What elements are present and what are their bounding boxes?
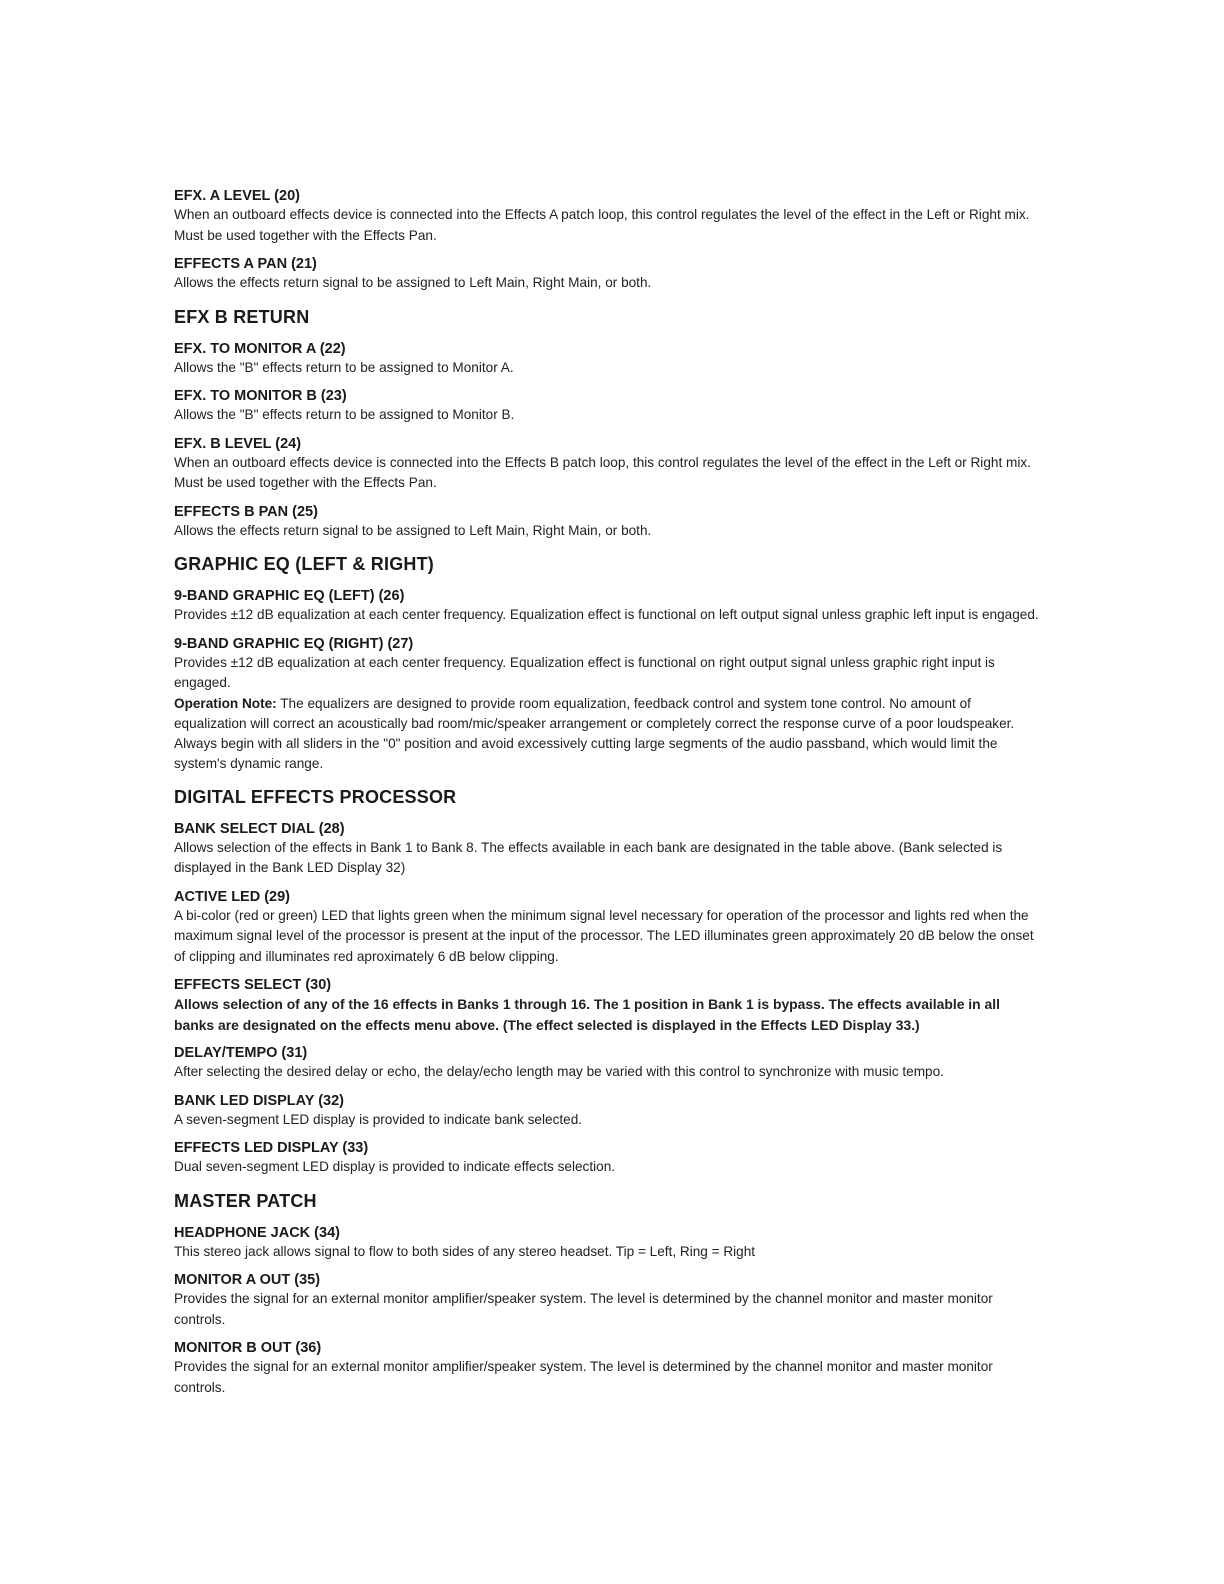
entry-monitor-b-out: [174, 1339, 1040, 1398]
manual-page: [174, 187, 1040, 1407]
entry-title: 9-BAND GRAPHIC EQ (RIGHT) (27): [174, 635, 414, 652]
entry-bank-select-dial: [174, 820, 1040, 879]
entry-title: 9-BAND GRAPHIC EQ (LEFT) (26): [174, 588, 405, 604]
entry-headphone-jack: [174, 1224, 1040, 1263]
section-title-digital-effects-processor: DIGITAL EFFECTS PROCESSOR: [174, 786, 457, 807]
entry-active-led: [174, 888, 1040, 968]
entry-body: A bi-color (red or green) LED that lights green when the minimum signal level necessary for operation of the processor and lights red when the maximum signal level of the processor is present at the input of the processor. The LED illuminates green approximately 20 dB below the onset of clipping and illuminates red aproximately 6 dB below clipping.: [174, 907, 1034, 964]
entry-title: EFFECTS B PAN (25): [174, 503, 318, 520]
entry-body: Provides the signal for an external monitor amplifier/speaker system. The level is determined by the channel monitor and master monitor controls.: [174, 1359, 993, 1395]
section-title-efx-b-return: EFX B RETURN: [174, 306, 310, 327]
entry-title: EFFECTS LED DISPLAY (33): [174, 1140, 369, 1156]
entry-efx-a-level: [174, 187, 1040, 246]
entry-title: MONITOR B OUT (36): [174, 1340, 322, 1356]
entry-title: EFX. A LEVEL (20): [174, 188, 300, 204]
entry-body: After selecting the desired delay or echo, the delay/echo length may be varied with this control to synchronize with music tempo.: [174, 1064, 944, 1079]
entry-title: EFX. TO MONITOR A (22): [174, 340, 346, 357]
entry-title: EFFECTS SELECT (30): [174, 977, 332, 993]
entry-body: Allows the effects return signal to be assigned to Left Main, Right Main, or both.: [174, 275, 652, 290]
entry-title: BANK LED DISPLAY (32): [174, 1092, 345, 1109]
entry-graphic-eq-right: [174, 635, 1040, 694]
section-title-graphic-eq: GRAPHIC EQ (LEFT & RIGHT): [174, 554, 434, 574]
entry-title: HEADPHONE JACK (34): [174, 1224, 340, 1241]
entry-body: When an outboard effects device is connected into the Effects B patch loop, this control regulates the level of the effect in the Left or Right mix. Must be used together with the Effects Pan.: [174, 454, 1031, 490]
entry-title: MONITOR A OUT (35): [174, 1272, 321, 1288]
entry-body: Dual seven-segment LED display is provided to indicate effects selection.: [174, 1159, 616, 1174]
entry-title: EFFECTS A PAN (21): [174, 256, 317, 272]
entry-body: Allows the "B" effects return to be assigned to Monitor A.: [174, 359, 514, 375]
entry-delay-tempo: [174, 1044, 1040, 1083]
entry-title: DELAY/TEMPO (31): [174, 1045, 308, 1061]
entry-title: ACTIVE LED (29): [174, 888, 291, 905]
entry-body: Allows the effects return signal to be assigned to Left Main, Right Main, or both.: [174, 522, 652, 538]
entry-efx-to-monitor-b: [174, 387, 1040, 426]
entry-title: BANK SELECT DIAL (28): [174, 820, 345, 837]
operation-note-label: Operation Note:: [174, 695, 277, 711]
entry-effects-select: [174, 976, 1040, 1035]
entry-title: EFX. TO MONITOR B (23): [174, 388, 347, 404]
operation-note: [174, 694, 1040, 774]
entry-efx-b-level: [174, 435, 1040, 494]
operation-note-text: The equalizers are designed to provide room equalization, feedback control and system tone control. No amount of equalization will correct an acoustically bad room/mic/speaker arrangement or completely correct the response curve of a poor loudspeaker. Always begin with all sliders in the "0" position and avoid excessively cutting large segments of the audio passband, which would limit the system's dynamic range.: [174, 695, 1015, 771]
entry-title: EFX. B LEVEL (24): [174, 435, 302, 452]
section-title-master-patch: MASTER PATCH: [174, 1190, 317, 1211]
entry-monitor-a-out: [174, 1271, 1040, 1330]
entry-body: Allows selection of any of the 16 effects in Banks 1 through 16. The 1 position in Bank 1 is bypass. The effects available in all banks are designated on the effects menu above. (The effect selected is displayed in the Effects LED Display 33.): [174, 996, 1000, 1033]
entry-body: When an outboard effects device is connected into the Effects A patch loop, this control regulates the level of the effect in the Left or Right mix. Must be used together with the Effects Pan.: [174, 207, 1030, 243]
entry-effects-led-display: [174, 1139, 1040, 1178]
entry-body: Provides ±12 dB equalization at each center frequency. Equalization effect is functional on left output signal unless graphic left input is engaged.: [174, 607, 1039, 622]
entry-body: A seven-segment LED display is provided to indicate bank selected.: [174, 1111, 583, 1127]
entry-effects-b-pan: [174, 503, 1040, 542]
entry-graphic-eq-left: [174, 587, 1040, 626]
entry-bank-led-display: [174, 1092, 1040, 1131]
entry-body: Provides the signal for an external monitor amplifier/speaker system. The level is determined by the channel monitor and master monitor controls.: [174, 1291, 993, 1327]
entry-body: Provides ±12 dB equalization at each center frequency. Equalization effect is functional on right output signal unless graphic right input is engaged.: [174, 654, 995, 690]
entry-efx-to-monitor-a: [174, 340, 1040, 379]
entry-body: Allows the "B" effects return to be assigned to Monitor B.: [174, 407, 515, 422]
entry-body: Allows selection of the effects in Bank 1 to Bank 8. The effects available in each bank are designated in the table above. (Bank selected is displayed in the Bank LED Display 32): [174, 839, 1003, 875]
entry-effects-a-pan: [174, 255, 1040, 294]
entry-body: This stereo jack allows signal to flow to both sides of any stereo headset. Tip = Left, Ring = Right: [174, 1243, 756, 1259]
